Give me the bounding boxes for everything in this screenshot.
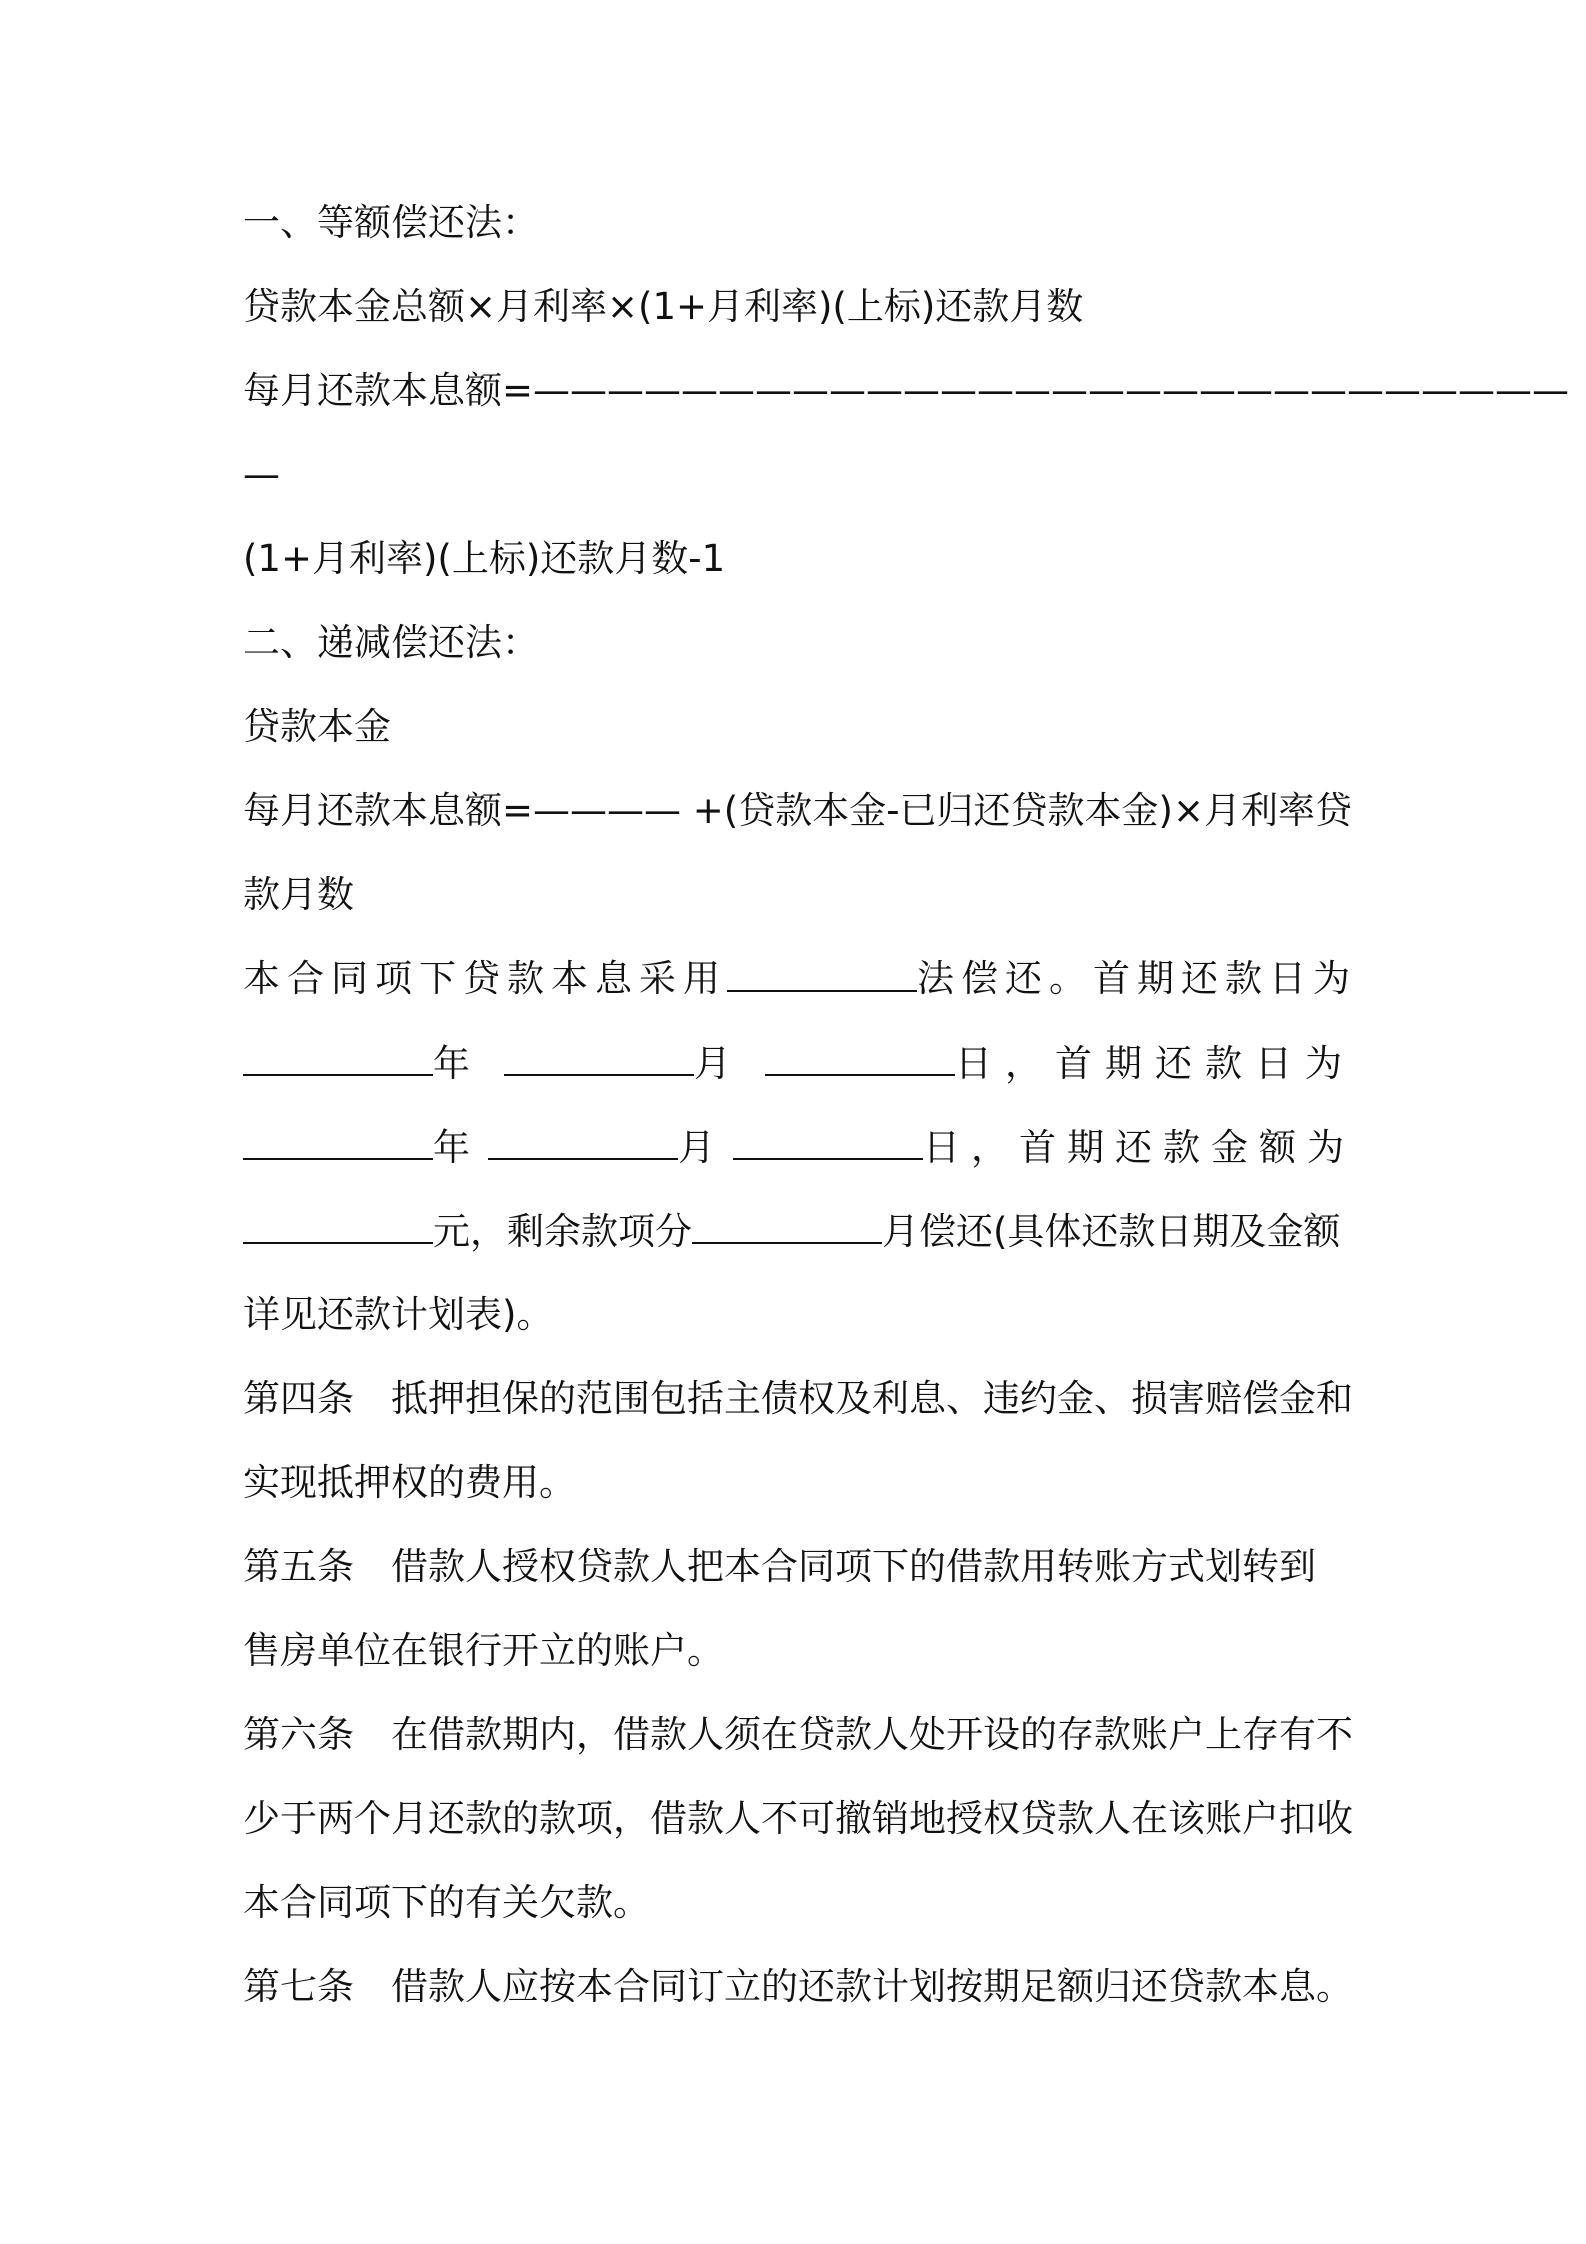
- year-label: 年: [433, 1042, 470, 1085]
- second-date-day-blank[interactable]: [733, 1122, 923, 1160]
- article-5-line-1: [243, 1542, 1355, 1626]
- article-4-line-1: [243, 1374, 1355, 1458]
- article-5-text: 借款人授权贷款人把本合同项下的借款用转账方式划转到: [391, 1545, 1316, 1588]
- first-date-day-blank[interactable]: [765, 1038, 955, 1076]
- section-heading-equal-payment: 一、等额偿还法：: [243, 201, 539, 244]
- repayment-paragraph-line-5: 详见还款计划表)。: [243, 1293, 554, 1336]
- section-heading-decreasing-payment: 二、递减偿还法：: [243, 621, 539, 664]
- formula-denominator: (1+月利率)(上标)还款月数-1: [243, 537, 726, 580]
- repay-text-a: 本合同项下贷款本息采用: [243, 957, 727, 1000]
- day-label: 日，首期还款金额为: [923, 1126, 1355, 1169]
- year-label: 年: [433, 1126, 470, 1169]
- repayment-paragraph-line-3: [243, 1122, 1355, 1206]
- formula2-line: 每月还款本息额=———— +(贷款本金-已归还贷款本金)×月利率贷: [243, 789, 1352, 832]
- formula2-line-wrap: 款月数: [243, 873, 354, 916]
- article-4-number: 第四条: [243, 1377, 354, 1420]
- repayment-paragraph-line-1: [243, 954, 1355, 1038]
- article-6-text: 在借款期内，借款人须在贷款人处开设的存款账户上存有不: [391, 1713, 1353, 1756]
- article-4-text: 抵押担保的范围包括主债权及利息、违约金、损害赔偿金和: [391, 1377, 1353, 1420]
- first-amount-blank[interactable]: [243, 1206, 433, 1244]
- article-7-number: 第七条: [243, 1965, 354, 2008]
- formula-fraction-line: 每月还款本息额=————————————————————————————: [243, 369, 1570, 412]
- month-label: 月: [678, 1126, 715, 1169]
- first-date-month-blank[interactable]: [504, 1038, 694, 1076]
- article-7-text: 借款人应按本合同订立的还款计划按期足额归还贷款本息。: [391, 1965, 1353, 2008]
- second-date-year-blank[interactable]: [243, 1122, 433, 1160]
- first-date-year-blank[interactable]: [243, 1038, 433, 1076]
- installment-months-blank[interactable]: [692, 1206, 882, 1244]
- article-6-line-1: [243, 1710, 1355, 1794]
- document-page: [243, 198, 1570, 2046]
- repay-text-b: 法偿还。首期还款日为: [917, 957, 1357, 1000]
- day-label: 日，首期还款日为: [955, 1042, 1355, 1085]
- formula-fraction-line-wrap: —: [243, 453, 280, 496]
- article-7-line-1: [243, 1962, 1355, 2046]
- formula-numerator: 贷款本金总额×月利率×(1+月利率)(上标)还款月数: [243, 285, 1084, 328]
- remaining-text: 元，剩余款项分: [433, 1210, 692, 1253]
- second-date-month-blank[interactable]: [488, 1122, 678, 1160]
- article-6-line-2: 少于两个月还款的款项，借款人不可撤销地授权贷款人在该账户扣收: [243, 1797, 1353, 1840]
- month-label: 月: [694, 1042, 731, 1085]
- formula2-numerator: 贷款本金: [243, 705, 391, 748]
- article-6-number: 第六条: [243, 1713, 354, 1756]
- article-6-line-3: 本合同项下的有关欠款。: [243, 1881, 650, 1924]
- article-4-line-2: 实现抵押权的费用。: [243, 1461, 576, 1504]
- repayment-paragraph-line-4: [243, 1206, 1355, 1290]
- article-5-number: 第五条: [243, 1545, 354, 1588]
- installment-text: 月偿还(具体还款日期及金额: [882, 1210, 1341, 1253]
- repayment-paragraph-line-2: [243, 1038, 1355, 1122]
- article-5-line-2: 售房单位在银行开立的账户。: [243, 1629, 724, 1672]
- repayment-method-blank[interactable]: [727, 954, 917, 992]
